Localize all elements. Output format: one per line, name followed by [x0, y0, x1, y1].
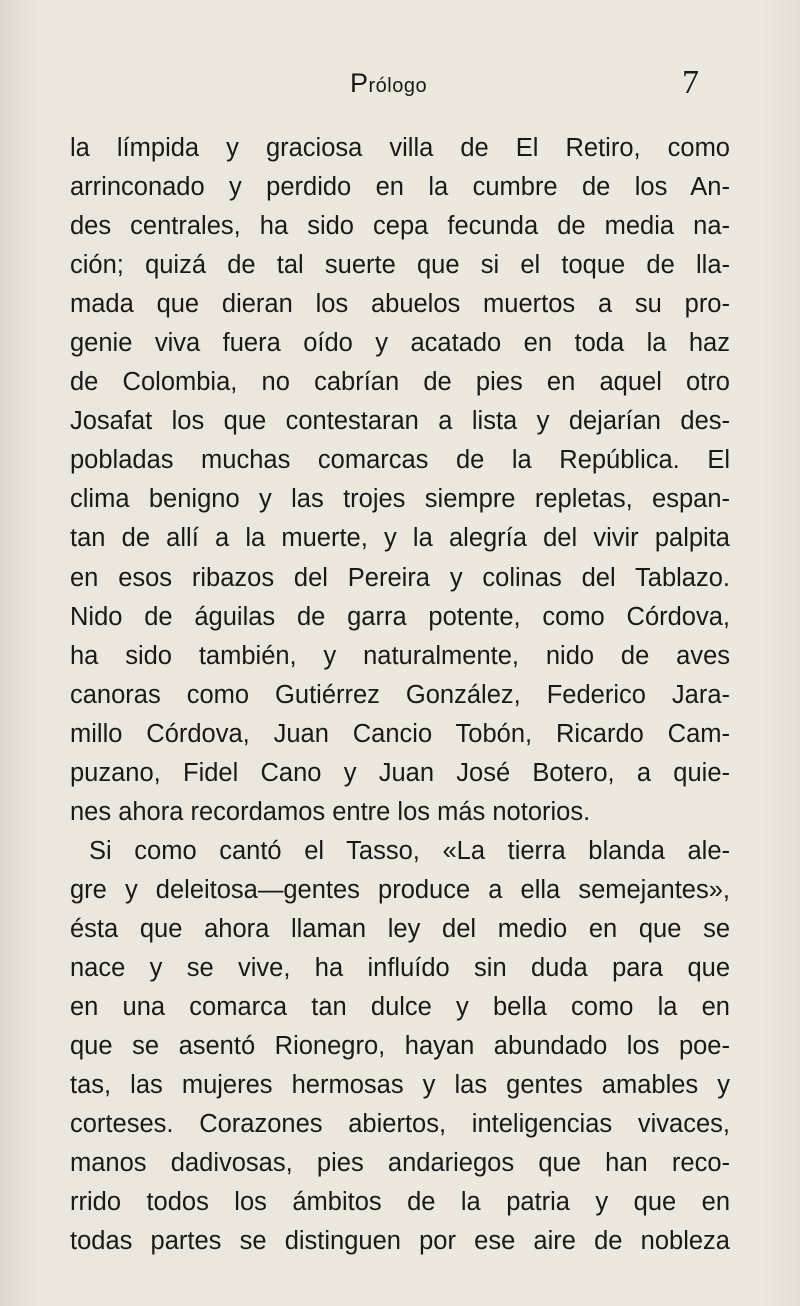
running-head: [0, 64, 800, 108]
text-line: ha sido también, y naturalmente, nido de aves: [70, 641, 730, 670]
chapter-title: [350, 68, 427, 99]
text-line: todas partes se distinguen por ese aire de nobleza: [70, 1227, 730, 1256]
text-line: millo Córdova, Juan Cancio Tobón, Ricardo Cam-: [70, 719, 730, 748]
text-line: Si como cantó el Tasso, «La tierra blanda ale-: [89, 836, 730, 865]
text-line: mada que dieran los abuelos muertos a su pro-: [70, 290, 730, 319]
text-line: tan de allí a la muerte, y la alegría del vivir palpita: [70, 524, 730, 553]
text-line: genie viva fuera oído y acatado en toda la haz: [70, 329, 730, 358]
text-line: pobladas muchas comarcas de la República. El: [70, 446, 730, 475]
body-text: [70, 129, 730, 1261]
text-line: en esos ribazos del Pereira y colinas del Tablazo.: [70, 563, 730, 592]
paragraph-1: [70, 129, 730, 832]
text-line: canoras como Gutiérrez González, Federico Jara-: [70, 680, 730, 709]
text-line: ción; quizá de tal suerte que si el toque de lla-: [70, 251, 730, 280]
text-line: puzano, Fidel Cano y Juan José Botero, a quie-: [70, 758, 730, 787]
text-line: des centrales, ha sido cepa fecunda de media na-: [70, 212, 730, 241]
text-line: clima benigno y las trojes siempre repletas, espan-: [70, 485, 730, 514]
text-line: que se asentó Rionegro, hayan abundado los poe-: [70, 1032, 730, 1061]
text-line: la límpida y graciosa villa de El Retiro, como: [70, 134, 730, 162]
paragraph-2: [70, 832, 730, 1262]
text-line: manos dadivosas, pies andariegos que han reco-: [70, 1149, 730, 1178]
chapter-title-initial: P: [350, 68, 369, 98]
text-line: en una comarca tan dulce y bella como la en: [70, 993, 730, 1022]
text-line: Nido de águilas de garra potente, como Córdova,: [70, 602, 730, 631]
text-line: arrinconado y perdido en la cumbre de los An-: [70, 173, 730, 202]
text-line: de Colombia, no cabrían de pies en aquel otro: [70, 368, 730, 397]
page-number: 7: [682, 64, 699, 101]
text-line: nes ahora recordamos entre los más notorios.: [70, 797, 591, 826]
text-line: tas, las mujeres hermosas y las gentes amables y: [70, 1071, 730, 1100]
text-line: Josafat los que contestaran a lista y dejarían des-: [70, 407, 730, 436]
text-line: rrido todos los ámbitos de la patria y que en: [70, 1188, 730, 1217]
text-line: gre y deleitosa—gentes produce a ella semejantes»,: [70, 875, 730, 904]
text-line: nace y se vive, ha influído sin duda para que: [70, 953, 730, 982]
text-line: ésta que ahora llaman ley del medio en que se: [70, 914, 730, 943]
text-line: corteses. Corazones abiertos, inteligencias vivaces,: [70, 1110, 730, 1139]
chapter-title-rest: rólogo: [368, 75, 428, 97]
